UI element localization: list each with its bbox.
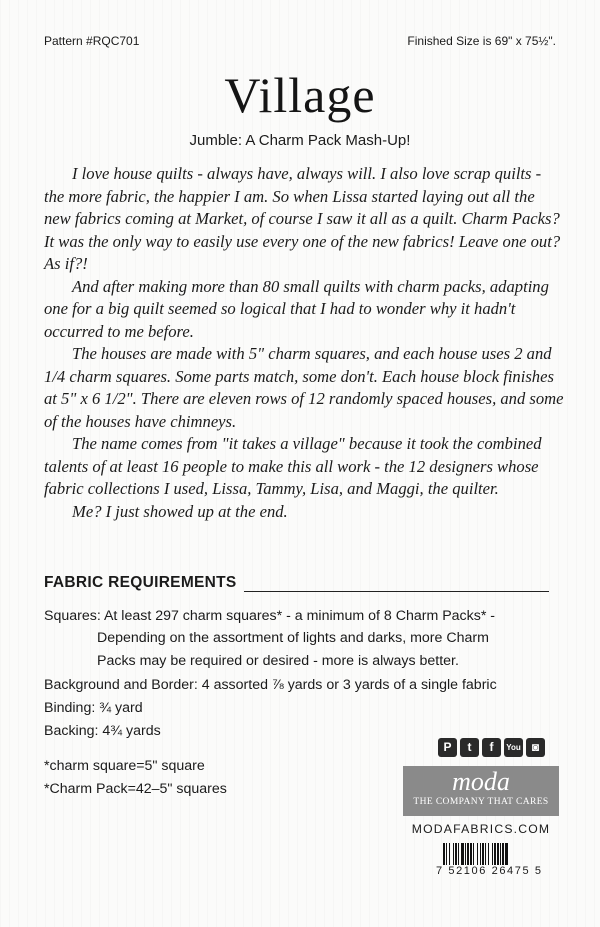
- moda-logo: moda: [452, 767, 510, 796]
- footnote: *Charm Pack=42–5" squares: [44, 781, 227, 797]
- intro-paragraph: The houses are made with 5" charm squares, and each house uses 2 and 1/4 charm squares. Some parts match, some don't. Each house block finishes at 5" x 6 1/2". There are eleven rows of 12 randomly spaced houses, and some of the houses have chimneys.: [44, 344, 564, 431]
- social-icons: [438, 738, 545, 757]
- requirement-line: Packs may be required or desired - more is always better.: [97, 653, 459, 669]
- intro-paragraph: And after making more than 80 small quilts with charm packs, adapting one for a big quilt seemed so logical that I had to wonder why it hadn't occurred to me before.: [44, 276, 549, 341]
- website-link[interactable]: MODAFABRICS.COM: [411, 822, 551, 836]
- youtube-icon[interactable]: You: [504, 738, 523, 757]
- requirement-line: Binding: ¾ yard: [44, 700, 143, 716]
- moda-tagline: THE COMPANY THAT CARES: [413, 797, 549, 807]
- intro-paragraph: I love house quilts - always have, always will. I also love scrap quilts - the more fabric, the happier I am. So when Lissa started laying out all the new fabrics coming at Market, of course I saw it all as a quilt. Charm Packs? It was the only way to easily use every one of the new fabrics! Leave one out? As if?!: [44, 164, 561, 273]
- pattern-number: Pattern #RQC701: [44, 34, 140, 48]
- requirement-line: Squares: At least 297 charm squares* - a minimum of 8 Charm Packs* -: [44, 608, 496, 624]
- finished-size: Finished Size is 69" x 75½".: [407, 34, 556, 48]
- fabric-requirements-heading: FABRIC REQUIREMENTS: [44, 574, 237, 591]
- intro-paragraph: Me? I just showed up at the end.: [72, 501, 288, 521]
- page-subtitle: Jumble: A Charm Pack Mash-Up!: [189, 132, 411, 149]
- requirement-line: Backing: 4¾ yards: [44, 723, 161, 739]
- page-title: Village: [224, 67, 376, 123]
- pinterest-icon[interactable]: P: [438, 738, 457, 757]
- heading-divider: [244, 591, 549, 592]
- intro-text: [44, 163, 564, 523]
- twitter-icon[interactable]: t: [460, 738, 479, 757]
- instagram-icon[interactable]: ◙: [526, 738, 545, 757]
- barcode: [443, 843, 548, 865]
- requirement-line: Background and Border: 4 assorted ⅞ yards or 3 yards of a single fabric: [44, 677, 497, 693]
- intro-paragraph: The name comes from "it takes a village" because it took the combined talents of at least 16 people to make this all work - the 12 designers whose fabric collections I used, Lissa, Tammy, Lisa, and Maggi, the quilter.: [44, 434, 542, 498]
- footnote: *charm square=5" square: [44, 758, 205, 774]
- moda-logo-box: [403, 766, 559, 816]
- facebook-icon[interactable]: f: [482, 738, 501, 757]
- requirement-line: Depending on the assortment of lights and darks, more Charm: [97, 630, 489, 646]
- barcode-number: 7 52106 26475 5: [436, 865, 543, 877]
